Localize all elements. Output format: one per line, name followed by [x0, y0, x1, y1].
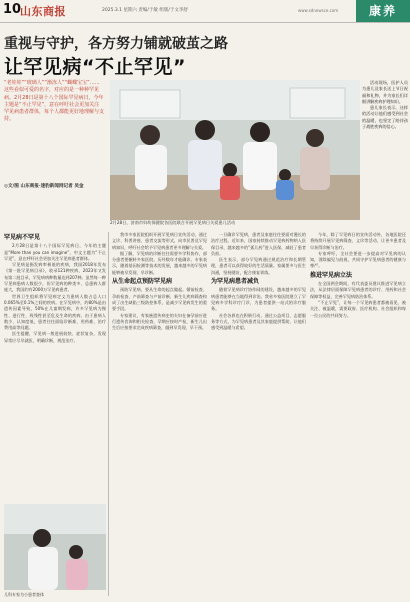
- paper-name: 山东商报: [20, 5, 66, 18]
- paragraph: 我市多家医院组织开展罕见病日宣传活动，通过义诊、科普讲座、患者交流等形式，向市民普及罕见病知识，呼吁社会给予罕见病患者更多理解与关爱。: [112, 232, 207, 250]
- column-3: [211, 232, 306, 331]
- paragraph: 2月28日是第十八个国际罕见病日，今年的主题是“More than you can imagine”，中文主题为“不止罕见”，意在呼吁社会更加关注罕见病患者群体。: [4, 243, 106, 261]
- paragraph: 专家建议，有家族遗传病史的夫妇在备孕前应进行遗传咨询和相关检查，孕期应按时产检，新生儿出生后应按要求完成疾病筛查，做到早发现、早干预。: [112, 312, 207, 331]
- paragraph: 一旦确诊罕见病，患者及家庭往往要面对漫长的治疗过程。近年来，国家持续推动罕见病药物纳入医保目录，越来越多的“孤儿药”进入医保，减轻了患者负担。: [211, 232, 306, 256]
- subheading-reduce-burden: 为罕见病患者减负: [211, 278, 260, 286]
- paragraph: 医生表示，部分罕见病通过规范治疗和长期管理，患者可以获得较好的生活质量。家属要多与医生沟通，坚持随访，配合康复训练。: [211, 257, 306, 275]
- inset-photo-caption: 儿科专家为小患者查体: [4, 592, 44, 597]
- paragraph: 专家呼吁，全社会要进一步提高对罕见病的认知，消除偏见与歧视，共同守护罕见病患者的健康与尊严。: [310, 250, 406, 269]
- section-badge: 康养: [356, 0, 410, 22]
- paragraph: 世界卫生组织将罕见病定义为患病人数占总人口0.065%至0.1%之间的疾病。在罕见病中，约80%是由遗传因素导致，50%在儿童期发病，许多罕见病为慢性、进行性、致残性甚至危及生命的疾病。由于患病人数少、认知度低，患者往往面临诊断难、用药难、治疗费用高等问题。: [4, 293, 106, 331]
- headline-kicker: 重视与守护，各方努力铺就破茧之路: [4, 36, 228, 52]
- website: www.sdnewsce.com: [298, 8, 339, 13]
- photo-sidebar-text: [362, 80, 408, 220]
- main-photo-graphic: [110, 80, 360, 220]
- column-divider: [108, 232, 109, 596]
- paragraph: 随着罕见病诊疗协作网的建设，越来越多的罕见病患者能够在当地得到诊治。我省多家医院建立了罕见病多学科诊疗门诊，为患者提供一站式的诊疗服务。: [211, 287, 306, 312]
- main-photo: [110, 80, 360, 220]
- page-header: [0, 0, 410, 23]
- page-number: 10: [3, 2, 22, 17]
- paragraph: 社会各界也在积极行动，通过公益项目、志愿服务等方式，为罕见病患者及其家庭提供帮助，让他们感受到温暖与希望。: [211, 312, 306, 331]
- paragraph: 罕见病是指发病率极低的疾病，我国2018年发布《第一批罕见病目录》，收录121种疾病，2023年又发布第二批目录，罕见病病种数量达到207种。虽然每一种罕见病患病人数很少，但罕见病的种类多、总患病人群庞大，我国约有2000万罕见病患者。: [4, 262, 106, 293]
- paragraph: 在全国两会期间，有代表委员建议推进罕见病立法，从法律层面保障罕见病患者的诊疗、用药和社会保障等权益，完善罕见病防治体系。: [310, 281, 406, 299]
- subheading-legislation: 推进罕见病立法: [310, 271, 353, 279]
- inset-photo-graphic: [4, 504, 106, 590]
- issue-meta: 2025.3.1 星期六 责编/于敏 组版/于文李舒: [102, 8, 188, 13]
- sidebar-paragraph: 患儿家长表示，这样的活动让他们感受到社会的温暖，也坚定了陪伴孩子战胜疾病的信心。: [362, 105, 408, 130]
- paragraph: 预防罕见病，要从生命的起点做起。婚前检查、孕前检查、产前筛查与产前诊断、新生儿疾病筛查构成了出生缺陷三级防控体系，是减少罕见病发生的重要手段。: [112, 287, 207, 312]
- paragraph: 据了解，罕见病的诊断往往需要多学科协作，部分患者要辗转多家医院、历经数年才能确诊。专家表示，随着基因检测等技术的发展，越来越多的罕见病能够被早发现、早诊断。: [112, 250, 207, 275]
- article-lead: “老娃娃”“玻璃人”“渐冻人”“蝴蝶宝宝”……这些看似可爱的名字，对应的是一种种罕见病。2月28日是第十八个国际罕见病日，今年主题是“不止罕见”，意在呼吁社会更加关注罕见病患者群体，每个人都能更好地理解与支持。: [4, 80, 105, 123]
- byline: ◎文/图 山东商报·速豹新闻网记者 吴金: [4, 184, 84, 189]
- column-1: [4, 232, 106, 344]
- column-4: [310, 232, 406, 319]
- subheading-prevention: 从生命起点预防罕见病: [112, 278, 173, 286]
- paragraph: “不止罕见”，让每一个罕见病患者都被看见、被关注、被温暖，需要政府、医疗机构、社会组织和每一位公民的共同努力。: [310, 299, 406, 318]
- subheading-rare-not-rare: 罕见病不罕见: [4, 234, 41, 241]
- paragraph: 医生提醒，罕见病一般进展较快、症状复杂，发现异常应尽早就医，明确诊断，规范治疗。: [4, 331, 106, 343]
- column-2: [112, 232, 207, 331]
- headline: 让罕见病“不止罕见”: [4, 56, 186, 78]
- sidebar-paragraph: 活动现场，医护人员为患儿及家长送上节日祝福和礼物，并为家长们详细讲解疾病护理知识。: [362, 80, 408, 104]
- paragraph: 今年，除了罕见病日的宣传活动外，各地医院还将持续开展罕见病筛查、义诊等活动，让更多患者及早获得诊断与治疗。: [310, 232, 406, 250]
- photo-caption: 2月28日，济南市妇幼保健院各医院联合开展罕见病日关爱患儿活动: [110, 220, 236, 225]
- inset-photo: [4, 504, 106, 590]
